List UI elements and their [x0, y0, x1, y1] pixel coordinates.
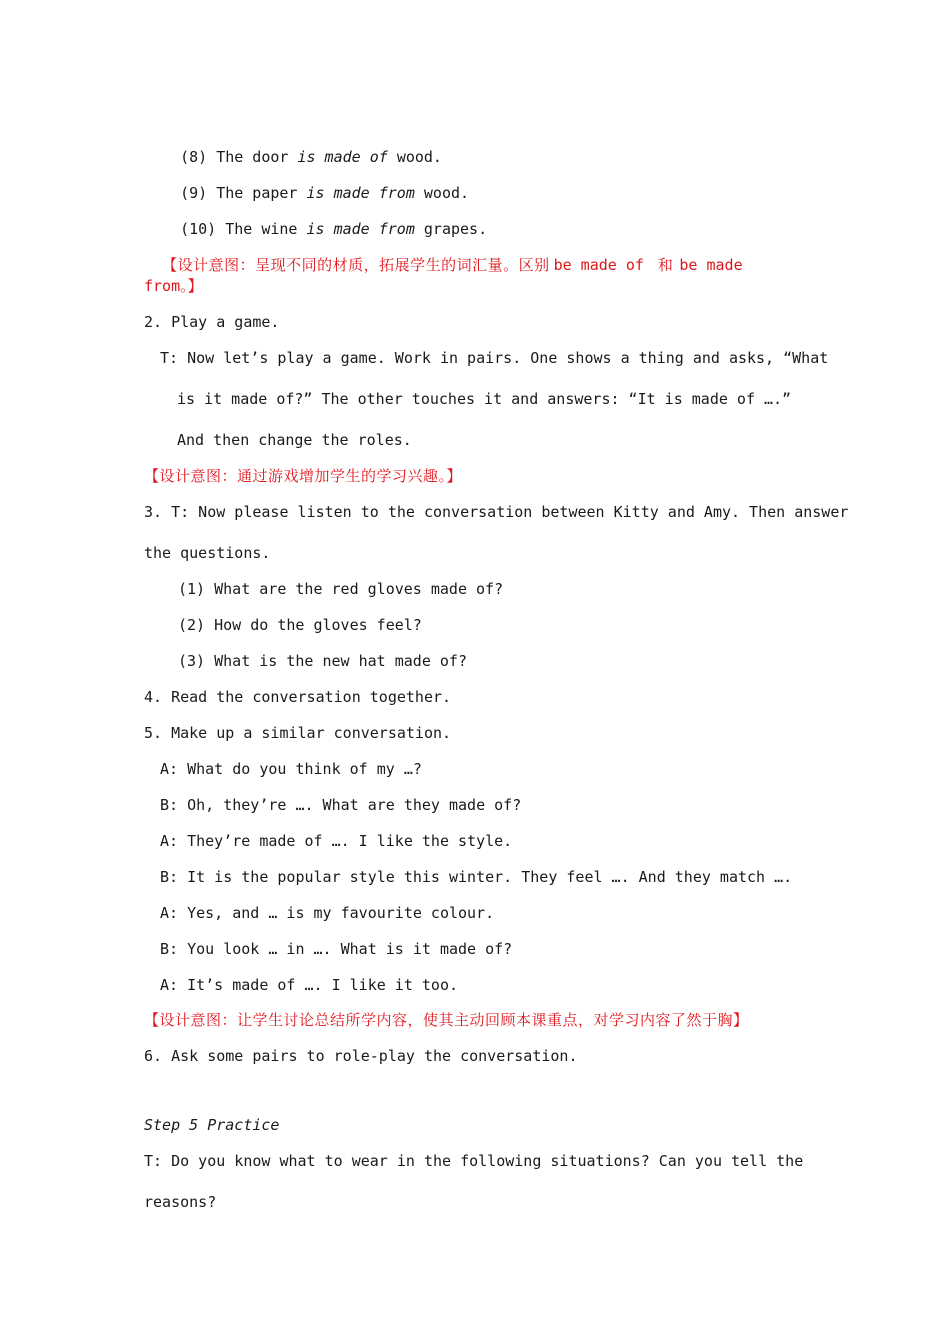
practice-line-2: reasons? [144, 1193, 217, 1211]
practice-heading: Step 5 Practice [144, 1116, 280, 1134]
dialogue-line-2: B: Oh, they’re …. What are they made of? [160, 796, 522, 814]
step-5: 5. Make up a similar conversation. [144, 724, 452, 742]
question-2: (2) How do the gloves feel? [178, 616, 422, 634]
design-note-3: 【设计意图：让学生讨论总结所学内容，使其主动回顾本课重点，对学习内容了然于胸】 [144, 1011, 749, 1029]
practice-line-1: T: Do you know what to wear in the following situations? Can you tell the [144, 1152, 804, 1170]
step-2-heading: 2. Play a game. [144, 313, 280, 331]
dialogue-line-3: A: They’re made of …. I like the style. [160, 832, 513, 850]
item-8: (8) The door is made of wood. [180, 148, 442, 166]
design-note-1-cont: from。】 [144, 277, 203, 295]
question-1: (1) What are the red gloves made of? [178, 580, 504, 598]
step-6: 6. Ask some pairs to role-play the conversation. [144, 1047, 578, 1065]
step-4: 4. Read the conversation together. [144, 688, 452, 706]
step-3-line-2: the questions. [144, 544, 271, 562]
item-9: (9) The paper is made from wood. [180, 184, 470, 202]
dialogue-line-7: A: It’s made of …. I like it too. [160, 976, 459, 994]
item-10: (10) The wine is made from grapes. [180, 220, 488, 238]
step-2-line-2: is it made of?” The other touches it and answers: “It is made of ….” [177, 390, 792, 408]
question-3: (3) What is the new hat made of? [178, 652, 467, 670]
step-2-line-3: And then change the roles. [177, 431, 412, 449]
design-note-2: 【设计意图：通过游戏增加学生的学习兴趣。】 [144, 467, 463, 485]
design-note-1: 【设计意图：呈现不同的材质，拓展学生的词汇量。区别 be made of 和 be made [162, 256, 743, 274]
dialogue-line-5: A: Yes, and … is my favourite colour. [160, 904, 495, 922]
dialogue-line-1: A: What do you think of my …? [160, 760, 422, 778]
dialogue-line-4: B: It is the popular style this winter. They feel …. And they match …. [160, 868, 793, 886]
dialogue-line-6: B: You look … in …. What is it made of? [160, 940, 513, 958]
step-3-line-1: 3. T: Now please listen to the conversation between Kitty and Amy. Then answer [144, 503, 849, 521]
step-2-line-1: T: Now let’s play a game. Work in pairs. One shows a thing and asks, “What [160, 349, 829, 367]
